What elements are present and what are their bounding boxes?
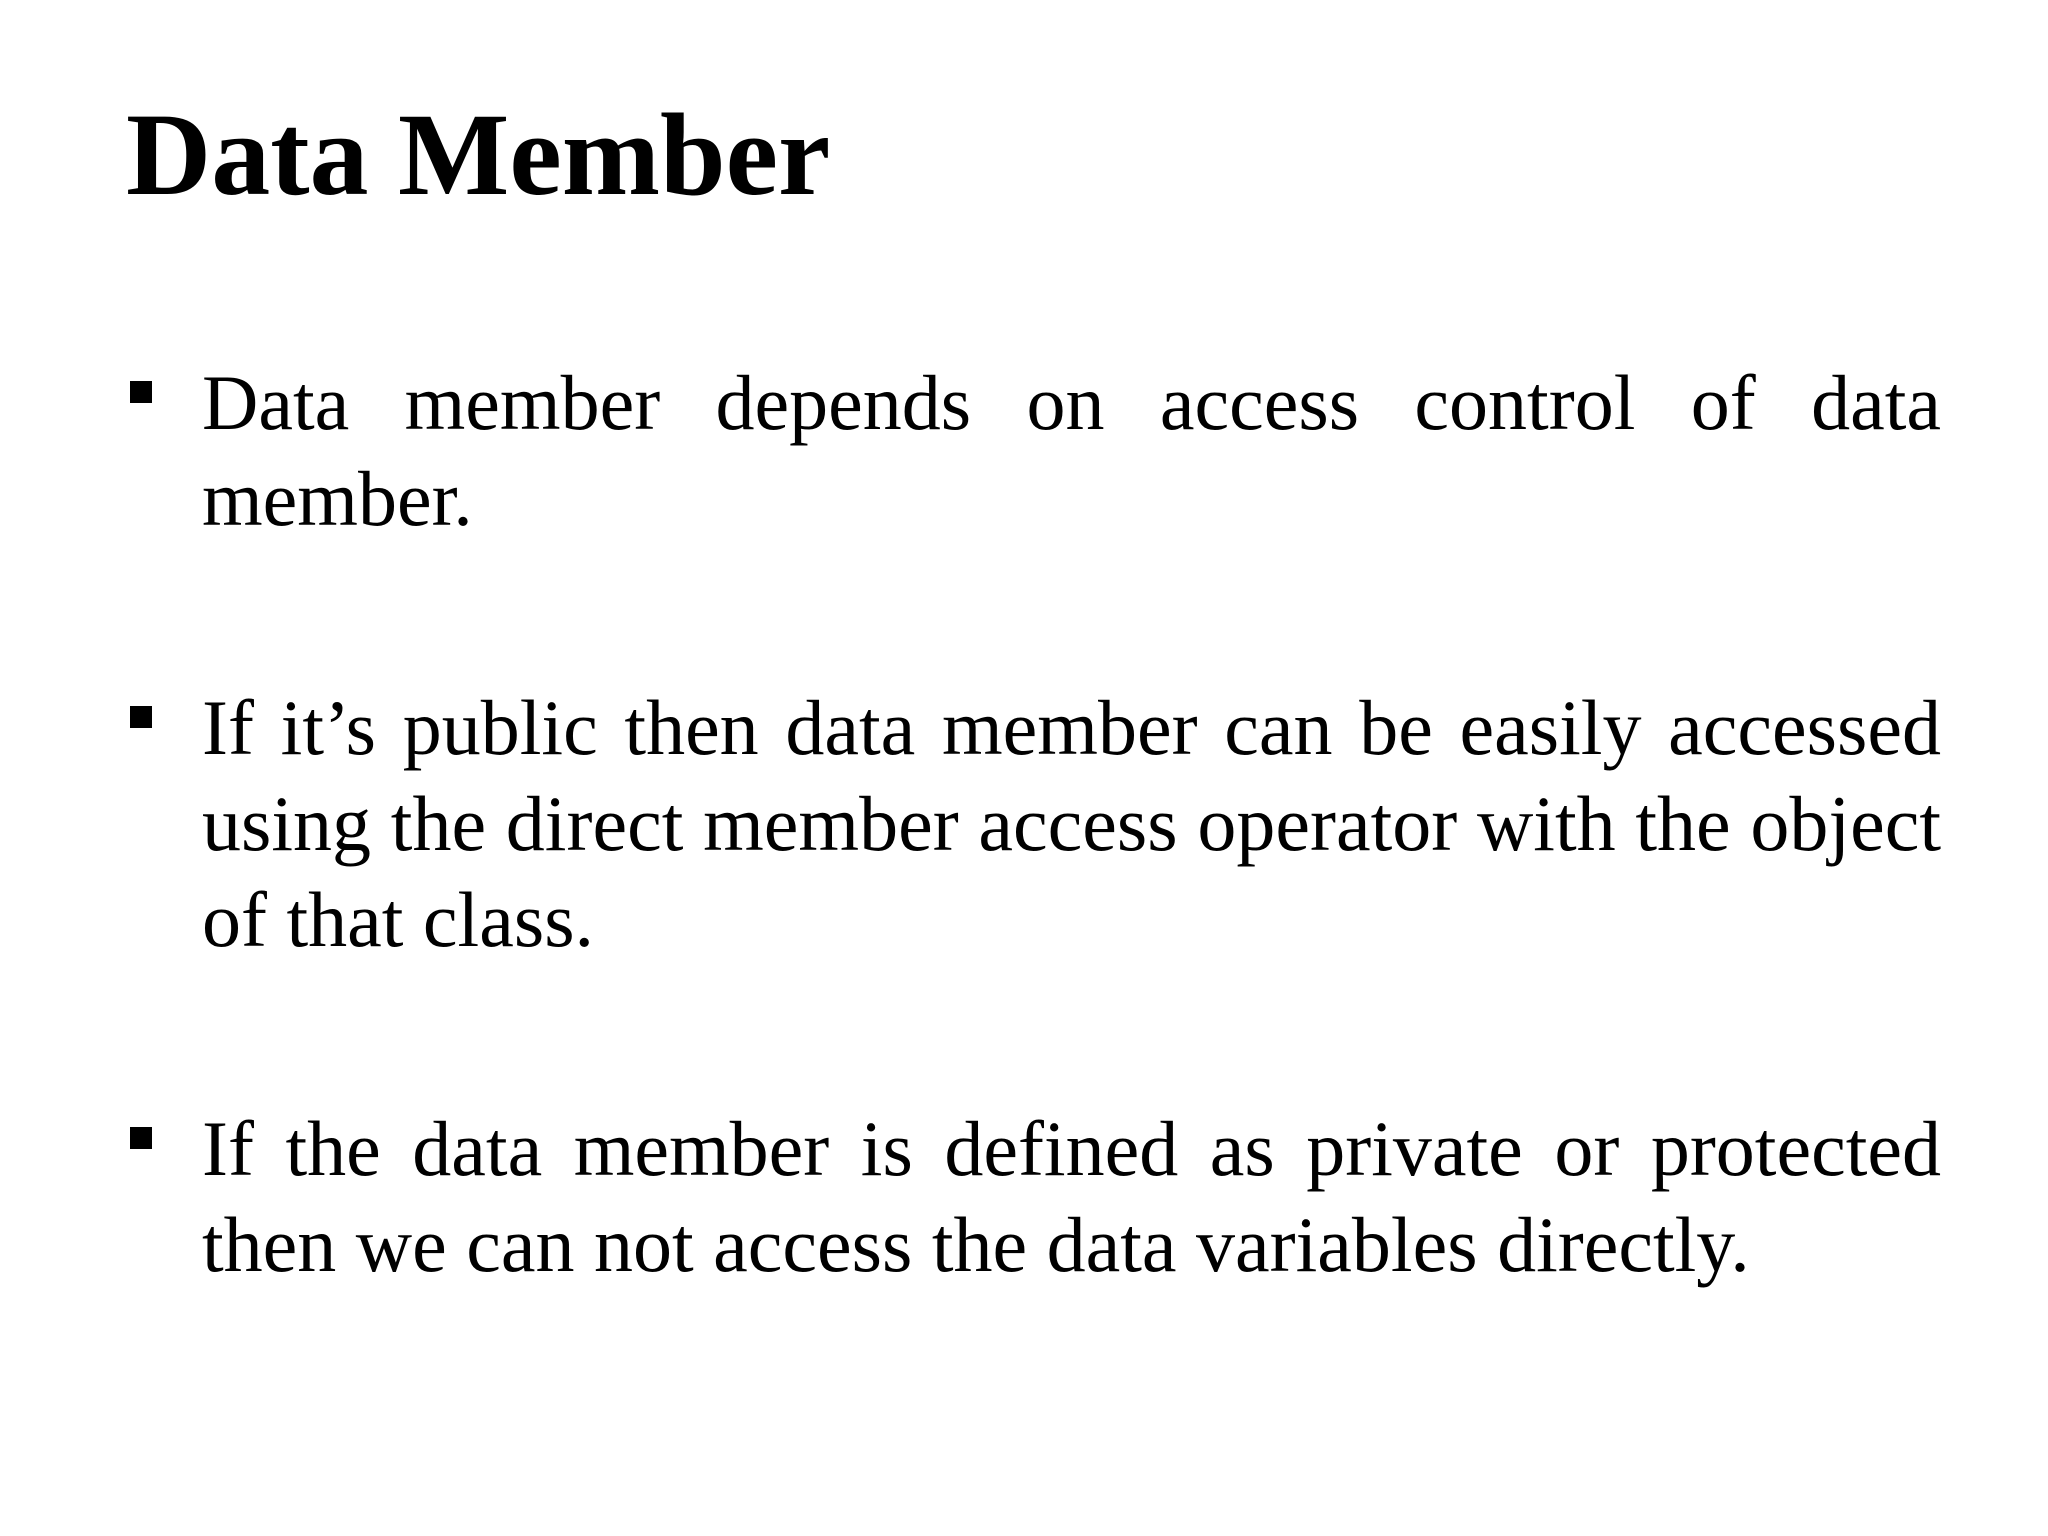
- bullet-item: [126, 355, 1941, 547]
- slide-title: Data Member: [126, 89, 831, 220]
- bullet-list: [126, 355, 1941, 1293]
- bullet-item: [126, 1101, 1941, 1293]
- bullet-text: Data member depends on access control of data member.: [202, 359, 1941, 542]
- square-bullet-icon: [130, 1127, 152, 1149]
- bullet-item: [126, 680, 1941, 968]
- bullet-text: If the data member is defined as private or protected then we can not access the data variables directly.: [202, 1105, 1941, 1288]
- square-bullet-icon: [130, 706, 152, 728]
- bullet-text: If it’s public then data member can be easily accessed using the direct member access operator with the object of that class.: [202, 684, 1941, 963]
- square-bullet-icon: [130, 381, 152, 403]
